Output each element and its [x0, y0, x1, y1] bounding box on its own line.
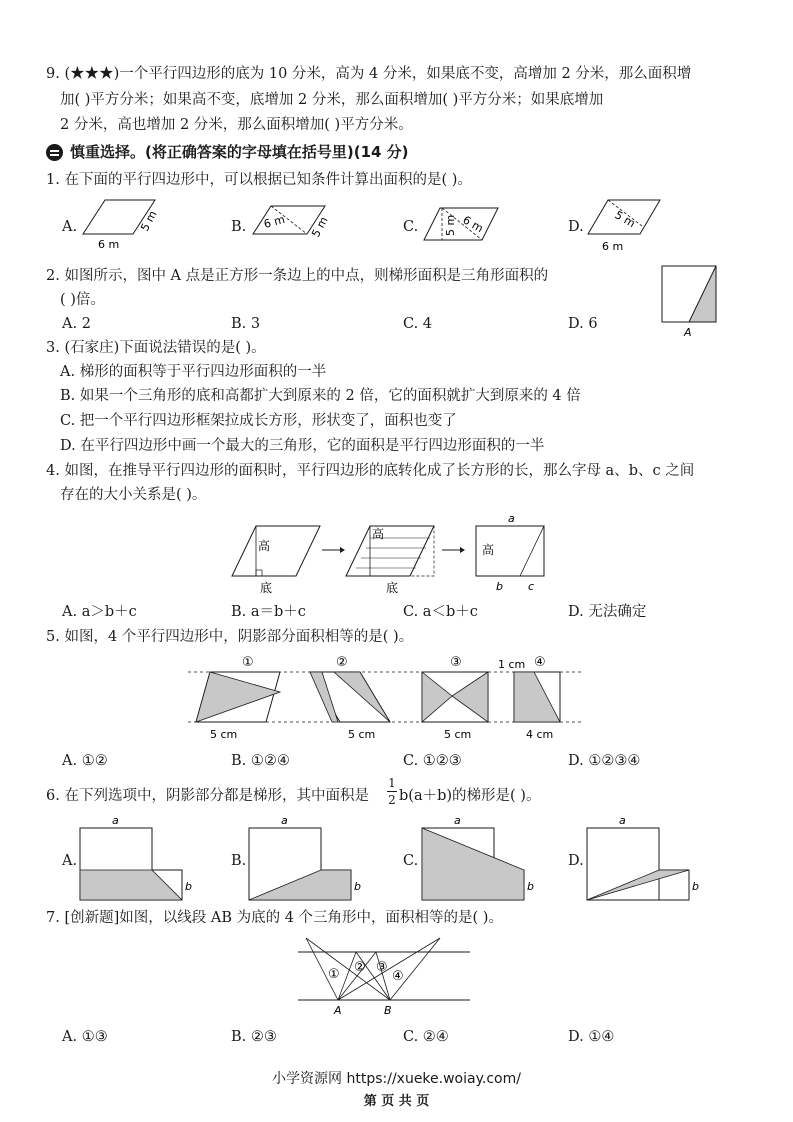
section-title: 慎重选择。(将正确答案的字母填在括号里)(14 分) [70, 143, 409, 161]
q1-a-side-label: 5 m [138, 208, 160, 234]
q6-stem-before: 6. 在下列选项中，阴影部分都是梯形，其中面积是 [46, 788, 369, 804]
q6-a-label-a: a [112, 814, 119, 827]
q2-stem-1: 2. 如图所示，图中 A 点是正方形一条边上的中点，则梯形面积是三角形面积的 [46, 268, 549, 284]
q7-label-4: ④ [392, 969, 404, 984]
q5-label-1: ① [242, 655, 254, 670]
q1-d-h-label: 5 m [612, 208, 638, 231]
q6-figure-a [76, 812, 196, 902]
q5-option-d: D. ①②③④ [568, 753, 641, 769]
q1-a-base-label: 6 m [98, 238, 120, 251]
q5-figure [188, 652, 588, 744]
q4-gao-label-3: 高 [482, 543, 495, 557]
q5-stem: 5. 如图，4 个平行四边形中，阴影部分面积相等的是( )。 [46, 629, 414, 645]
q4-option-d: D. 无法确定 [568, 604, 647, 620]
q6-c-label-a: a [454, 814, 461, 827]
q4-figure [226, 510, 556, 600]
q7-stem: 7. [创新题]如图，以线段 AB 为底的 4 个三角形中，面积相等的是( )。 [46, 910, 503, 926]
q7-figure [294, 934, 474, 1018]
q6-option-b: B. [231, 853, 247, 869]
q1-d-base-label: 6 m [602, 240, 624, 253]
q4-option-c: C. a＜b＋c [403, 604, 478, 620]
q1-option-d: D. [568, 219, 584, 235]
q5-width-2: 5 cm [348, 728, 376, 741]
q1-c-top-label: 6 m [460, 213, 486, 236]
q4-gao-label-1: 高 [258, 539, 271, 553]
q6-d-label-a: a [619, 814, 626, 827]
q7-label-1: ① [328, 967, 340, 982]
q4-a-label: a [508, 512, 515, 525]
footer-page: 第 页 共 页 [363, 1094, 430, 1109]
footer-site: 小学资源网 https://xueke.woiay.com/ [272, 1071, 521, 1087]
q6-option-a: A. [62, 853, 78, 869]
q7-point-a: A [334, 1004, 342, 1017]
q6-fraction-bar [387, 791, 397, 792]
q2-option-c: C. 4 [403, 316, 433, 332]
q1-c-h-label: 5 m [444, 214, 457, 236]
q7-option-a: A. ①③ [62, 1029, 108, 1045]
q5-option-b: B. ①②④ [231, 753, 290, 769]
q9-line-3: 2 分米，高也增加 2 分米，那么面积增加( )平方分米。 [60, 117, 413, 133]
q5-label-4: ④ [534, 655, 546, 670]
q1-figure-d [580, 192, 680, 254]
q1-b-side-label: 5 m [309, 214, 331, 240]
q3-option-d: D. 在平行四边形中画一个最大的三角形，它的面积是平行四边形面积的一半 [60, 438, 545, 454]
q2-stem-2: ( )倍。 [60, 292, 105, 308]
q6-option-c: C. [403, 853, 419, 869]
q4-option-a: A. a＞b＋c [62, 604, 137, 620]
q6-option-d: D. [568, 853, 584, 869]
q6-d-label-b: b [692, 880, 699, 893]
q9-line-2: 加( )平方分米；如果高不变，底增加 2 分米，那么面积增加( )平方分米；如果底增加 [60, 92, 604, 108]
q3-option-c: C. 把一个平行四边形框架拉成长方形，形状变了，面积也变了 [60, 413, 457, 429]
q2-option-a: A. 2 [62, 316, 91, 332]
q3-option-b: B. 如果一个三角形的底和高都扩大到原来的 2 倍，它的面积就扩大到原来的 4 倍 [60, 388, 581, 404]
q5-gap-label: 1 cm [498, 658, 526, 671]
q6-figure-d [583, 812, 703, 902]
q2-figure [656, 262, 722, 340]
q2-option-b: B. 3 [231, 316, 261, 332]
section-two-icon [46, 144, 63, 161]
q2-point-a-label: A [684, 326, 692, 339]
q4-di-label-1: 底 [260, 581, 273, 595]
q6-figure-c [418, 812, 538, 902]
q6-stem-after: b(a＋b)的梯形是( )。 [399, 788, 541, 804]
q5-label-2: ② [336, 655, 348, 670]
q4-stem-1: 4. 如图，在推导平行四边形的面积时，平行四边形的底转化成了长方形的长，那么字母 a、b、c 之间 [46, 463, 695, 479]
q5-option-c: C. ①②③ [403, 753, 462, 769]
q1-option-b: B. [231, 219, 247, 235]
q3-option-a: A. 梯形的面积等于平行四边形面积的一半 [60, 364, 327, 380]
q7-label-2: ② [354, 960, 366, 975]
q4-c-label: c [528, 580, 535, 593]
q1-figure-b [245, 192, 345, 254]
q1-figure-c [420, 192, 520, 254]
q1-option-c: C. [403, 219, 419, 235]
q4-stem-2: 存在的大小关系是( )。 [60, 487, 207, 503]
q6-a-label-b: b [185, 880, 192, 893]
q9-line-1: 9. (★★★)一个平行四边形的底为 10 分米，高为 4 分米，如果底不变，高增加 2 分米，那么面积增 [46, 66, 692, 82]
q7-option-c: C. ②④ [403, 1029, 449, 1045]
q2-option-d: D. 6 [568, 316, 598, 332]
q4-b-label: b [496, 580, 503, 593]
q5-width-3: 5 cm [444, 728, 472, 741]
q7-point-b: B [384, 1004, 392, 1017]
q6-b-label-a: a [281, 814, 288, 827]
q6-b-label-b: b [354, 880, 361, 893]
q1-stem: 1. 在下面的平行四边形中，可以根据已知条件计算出面积的是( )。 [46, 172, 472, 188]
q5-label-3: ③ [450, 655, 462, 670]
q5-width-4: 4 cm [526, 728, 554, 741]
q5-width-1: 5 cm [210, 728, 238, 741]
q6-figure-b [245, 812, 365, 902]
q7-label-3: ③ [376, 960, 388, 975]
q6-fraction-numerator: 1 [388, 776, 396, 790]
q1-figure-a [75, 192, 175, 254]
q4-gao-label-2: 高 [372, 527, 385, 541]
q6-c-label-b: b [527, 880, 534, 893]
q4-option-b: B. a＝b＋c [231, 604, 306, 620]
q3-stem: 3. (石家庄)下面说法错误的是( )。 [46, 340, 266, 356]
q7-option-d: D. ①④ [568, 1029, 615, 1045]
q1-b-top-label: 6 m [262, 212, 287, 231]
q4-di-label-2: 底 [386, 581, 399, 595]
q1-option-a: A. [62, 219, 78, 235]
q5-option-a: A. ①② [62, 753, 108, 769]
q7-option-b: B. ②③ [231, 1029, 277, 1045]
q6-fraction-denominator: 2 [388, 793, 396, 807]
